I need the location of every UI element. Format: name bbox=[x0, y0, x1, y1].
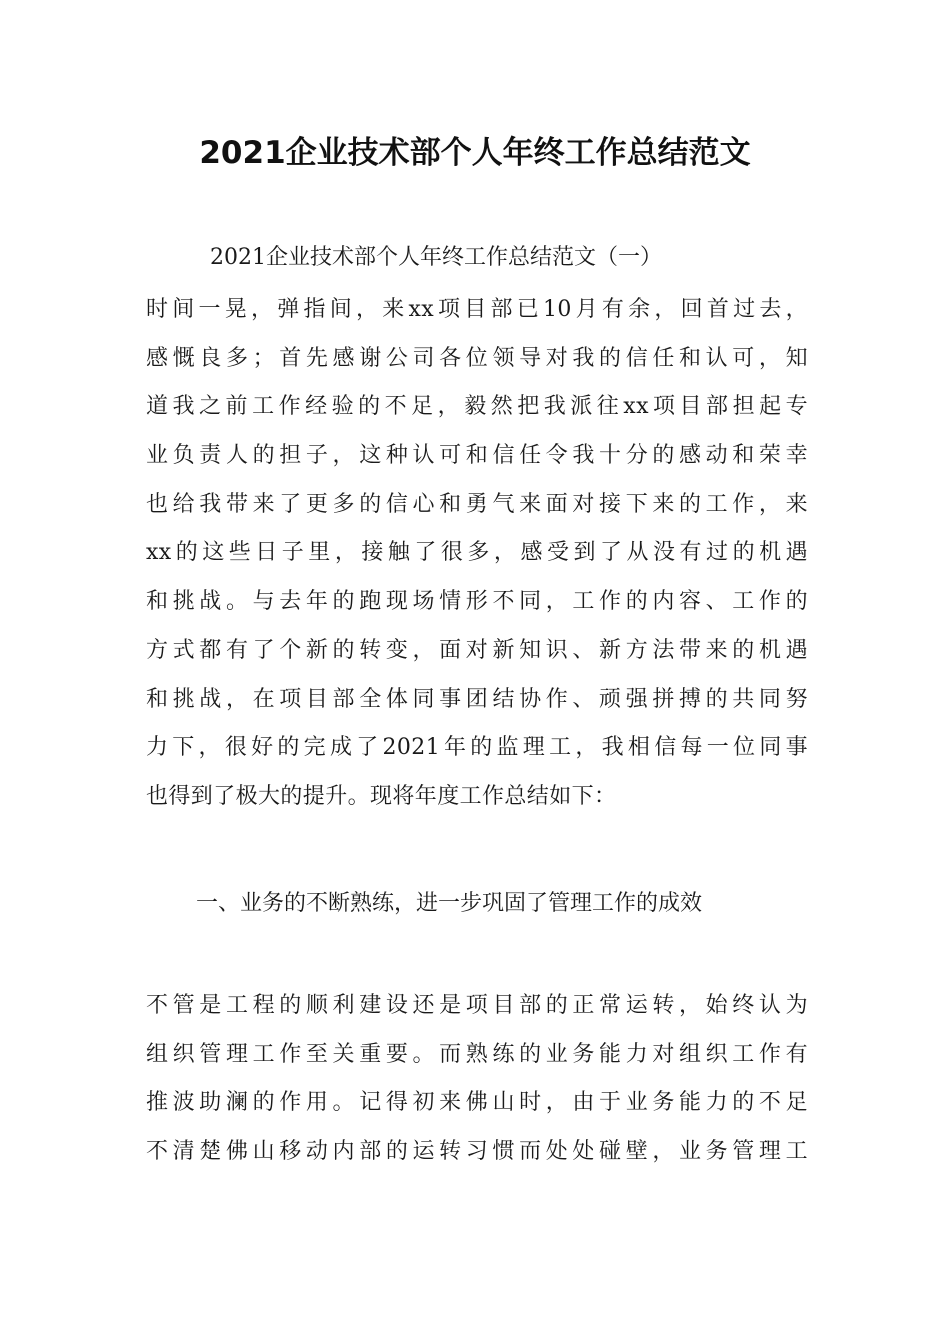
paragraph-line: 方式都有了个新的转变，面对新知识、新方法带来的机遇 bbox=[146, 637, 808, 663]
paragraph-line: 道我之前工作经验的不足，毅然把我派往xx项目部担起专 bbox=[146, 394, 808, 420]
paragraph-line: 不管是工程的顺利建设还是项目部的正常运转，始终认为 bbox=[146, 993, 808, 1018]
section-subtitle: 2021企业技术部个人年终工作总结范文（一） bbox=[210, 245, 662, 270]
paragraph-line: 时间一晃，弹指间，来xx项目部已10月有余，回首过去， bbox=[146, 297, 808, 322]
section-heading: 一、业务的不断熟练，进一步巩固了管理工作的成效 bbox=[196, 891, 703, 916]
paragraph-line: 和挑战。与去年的跑现场情形不同，工作的内容、工作的 bbox=[146, 589, 808, 615]
paragraph-line: 组织管理工作至关重要。而熟练的业务能力对组织工作有 bbox=[146, 1041, 808, 1067]
paragraph-section-one bbox=[146, 982, 808, 1177]
document-title: 2021企业技术部个人年终工作总结范文 bbox=[199, 135, 751, 171]
paragraph-line: 也给我带来了更多的信心和勇气来面对接下来的工作，来 bbox=[146, 491, 808, 517]
paragraph-line: 和挑战，在项目部全体同事团结协作、顽强拼搏的共同努 bbox=[146, 686, 808, 712]
paragraph-line: 感慨良多；首先感谢公司各位领导对我的信任和认可，知 bbox=[146, 345, 808, 371]
paragraph-line: 也得到了极大的提升。现将年度工作总结如下： bbox=[146, 783, 617, 809]
paragraph-line: xx的这些日子里，接触了很多，感受到了从没有过的机遇 bbox=[146, 540, 808, 566]
paragraph-intro bbox=[146, 286, 808, 822]
paragraph-line: 推波助澜的作用。记得初来佛山时，由于业务能力的不足 bbox=[146, 1090, 808, 1116]
paragraph-line: 力下，很好的完成了2021年的监理工，我相信每一位同事 bbox=[146, 735, 808, 761]
paragraph-line: 业负责人的担子，这种认可和信任令我十分的感动和荣幸 bbox=[146, 443, 808, 469]
paragraph-line: 不清楚佛山移动内部的运转习惯而处处碰壁，业务管理工 bbox=[146, 1139, 808, 1165]
